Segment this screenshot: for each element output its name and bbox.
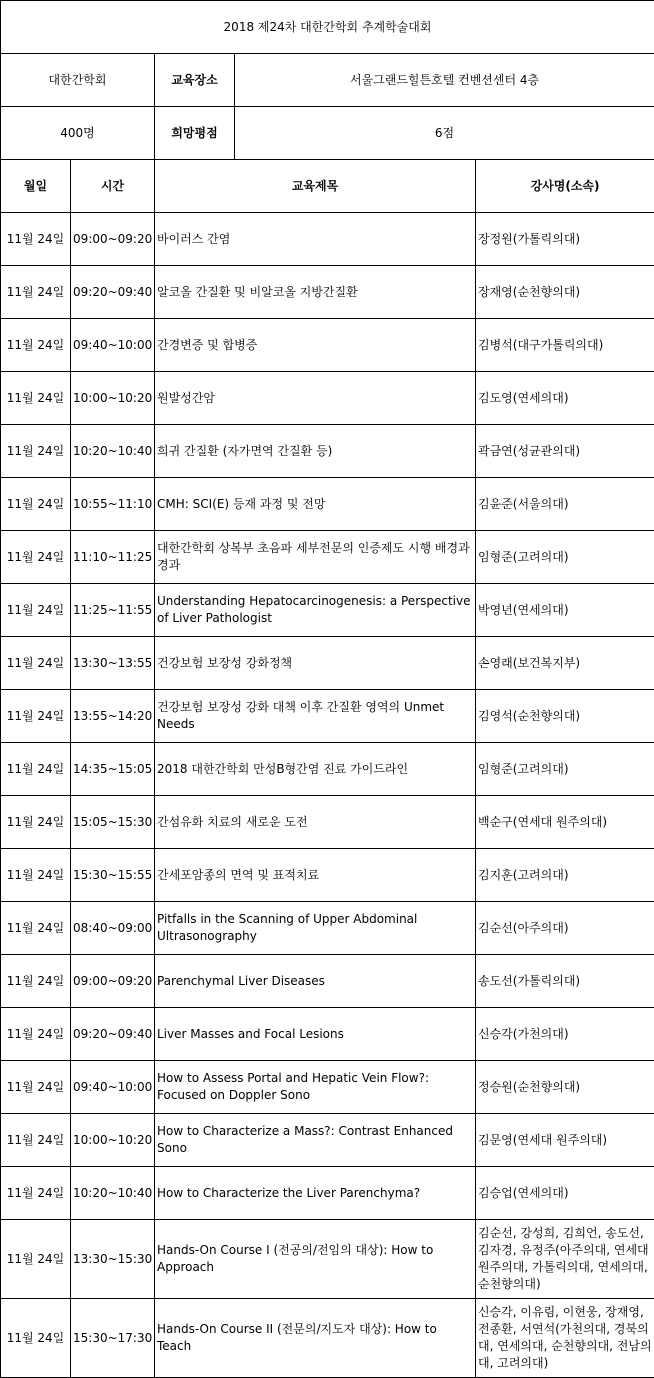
topic-cell: CMH: SCI(E) 등재 과정 및 전망	[155, 478, 476, 531]
table-row	[1, 1008, 654, 1061]
time-cell: 08:40~09:00	[71, 902, 155, 955]
time-cell: 10:00~10:20	[71, 1114, 155, 1167]
table-row	[1, 1114, 654, 1167]
header-date: 월일	[1, 160, 71, 213]
speaker-cell: 김지훈(고려의대)	[476, 849, 654, 902]
time-cell: 09:00~09:20	[71, 213, 155, 266]
table-row	[1, 425, 654, 478]
topic-cell: Parenchymal Liver Diseases	[155, 955, 476, 1008]
table-row	[1, 955, 654, 1008]
topic-cell: 간섬유화 치료의 새로운 도전	[155, 796, 476, 849]
topic-cell: 건강보험 보장성 강화 대책 이후 간질환 영역의 Unmet Needs	[155, 690, 476, 743]
time-cell: 15:30~17:30	[71, 1299, 155, 1378]
table-row	[1, 690, 654, 743]
table-row	[1, 372, 654, 425]
date-cell: 11월 24일	[1, 637, 71, 690]
organizer-cell: 대한간학회	[1, 54, 155, 107]
time-cell: 09:40~10:00	[71, 319, 155, 372]
title-row	[1, 1, 654, 54]
time-cell: 14:35~15:05	[71, 743, 155, 796]
speaker-cell: 백순구(연세대 원주의대)	[476, 796, 654, 849]
date-cell: 11월 24일	[1, 213, 71, 266]
time-cell: 10:20~10:40	[71, 1167, 155, 1220]
topic-cell: Hands-On Course II (전문의/지도자 대상): How to Teach	[155, 1299, 476, 1378]
table-row	[1, 319, 654, 372]
date-cell: 11월 24일	[1, 849, 71, 902]
time-cell: 15:30~15:55	[71, 849, 155, 902]
speaker-cell: 신승각(가천의대)	[476, 1008, 654, 1061]
document-title: 2018 제24차 대한간학회 추계학술대회	[1, 1, 654, 54]
date-cell: 11월 24일	[1, 266, 71, 319]
date-cell: 11월 24일	[1, 319, 71, 372]
topic-cell: 대한간학회 상복부 초음파 세부전문의 인증제도 시행 배경과 경과	[155, 531, 476, 584]
score-value: 6점	[235, 107, 654, 160]
time-cell: 13:30~13:55	[71, 637, 155, 690]
header-speaker: 강사명(소속)	[476, 160, 654, 213]
speaker-cell: 김도영(연세의대)	[476, 372, 654, 425]
score-label: 희망평점	[155, 107, 235, 160]
time-cell: 11:10~11:25	[71, 531, 155, 584]
speaker-cell: 임형준(고려의대)	[476, 743, 654, 796]
time-cell: 10:00~10:20	[71, 372, 155, 425]
date-cell: 11월 24일	[1, 1114, 71, 1167]
table-row	[1, 902, 654, 955]
date-cell: 11월 24일	[1, 1061, 71, 1114]
time-cell: 15:05~15:30	[71, 796, 155, 849]
time-cell: 09:00~09:20	[71, 955, 155, 1008]
topic-cell: Liver Masses and Focal Lesions	[155, 1008, 476, 1061]
topic-cell: 2018 대한간학회 만성B형간염 진료 가이드라인	[155, 743, 476, 796]
venue-row	[1, 54, 654, 107]
speaker-cell: 김승업(연세의대)	[476, 1167, 654, 1220]
time-cell: 09:20~09:40	[71, 1008, 155, 1061]
speaker-cell: 장재영(순천향의대)	[476, 266, 654, 319]
capacity-cell: 400명	[1, 107, 155, 160]
topic-cell: Pitfalls in the Scanning of Upper Abdominal Ultrasonography	[155, 902, 476, 955]
date-cell: 11월 24일	[1, 425, 71, 478]
speaker-cell: 김병석(대구가톨릭의대)	[476, 319, 654, 372]
date-cell: 11월 24일	[1, 1167, 71, 1220]
table-row	[1, 796, 654, 849]
date-cell: 11월 24일	[1, 584, 71, 637]
table-row	[1, 213, 654, 266]
speaker-cell: 장정원(가톨릭의대)	[476, 213, 654, 266]
topic-cell: 알코올 간질환 및 비알코올 지방간질환	[155, 266, 476, 319]
time-cell: 10:55~11:10	[71, 478, 155, 531]
topic-cell: 건강보험 보장성 강화정책	[155, 637, 476, 690]
date-cell: 11월 24일	[1, 690, 71, 743]
speaker-cell: 정승원(순천향의대)	[476, 1061, 654, 1114]
header-topic: 교육제목	[155, 160, 476, 213]
date-cell: 11월 24일	[1, 1220, 71, 1299]
topic-cell: Understanding Hepatocarcinogenesis: a Perspective of Liver Pathologist	[155, 584, 476, 637]
table-row	[1, 743, 654, 796]
time-cell: 13:55~14:20	[71, 690, 155, 743]
table-row	[1, 1061, 654, 1114]
speaker-cell: 신승각, 이유림, 이현웅, 장재영, 전종환, 서연석(가천의대, 경북의대, 연세의대, 순천향의대, 전남의대, 고려의대)	[476, 1299, 654, 1378]
table-row	[1, 584, 654, 637]
capacity-row	[1, 107, 654, 160]
topic-cell: How to Characterize a Mass?: Contrast Enhanced Sono	[155, 1114, 476, 1167]
time-cell: 10:20~10:40	[71, 425, 155, 478]
topic-cell: How to Characterize the Liver Parenchyma?	[155, 1167, 476, 1220]
date-cell: 11월 24일	[1, 1008, 71, 1061]
time-cell: 11:25~11:55	[71, 584, 155, 637]
date-cell: 11월 24일	[1, 531, 71, 584]
topic-cell: How to Assess Portal and Hepatic Vein Flow?: Focused on Doppler Sono	[155, 1061, 476, 1114]
speaker-cell: 송도선(가톨릭의대)	[476, 955, 654, 1008]
date-cell: 11월 24일	[1, 478, 71, 531]
speaker-cell: 곽금연(성균관의대)	[476, 425, 654, 478]
time-cell: 09:40~10:00	[71, 1061, 155, 1114]
venue-label: 교육장소	[155, 54, 235, 107]
table-row	[1, 531, 654, 584]
date-cell: 11월 24일	[1, 743, 71, 796]
topic-cell: 원발성간암	[155, 372, 476, 425]
date-cell: 11월 24일	[1, 1299, 71, 1378]
speaker-cell: 김순선(아주의대)	[476, 902, 654, 955]
time-cell: 09:20~09:40	[71, 266, 155, 319]
table-row	[1, 1167, 654, 1220]
table-row	[1, 266, 654, 319]
time-cell: 13:30~15:30	[71, 1220, 155, 1299]
topic-cell: 바이러스 간염	[155, 213, 476, 266]
topic-cell: 간세포암종의 면역 및 표적치료	[155, 849, 476, 902]
speaker-cell: 김순선, 강성희, 김희언, 송도선, 김자경, 유정주(아주의대, 연세대 원주의대, 가톨릭의대, 연세의대,순천향의대)	[476, 1220, 654, 1299]
table-row	[1, 1220, 654, 1299]
speaker-cell: 김문영(연세대 원주의대)	[476, 1114, 654, 1167]
date-cell: 11월 24일	[1, 372, 71, 425]
date-cell: 11월 24일	[1, 902, 71, 955]
speaker-cell: 김윤준(서울의대)	[476, 478, 654, 531]
date-cell: 11월 24일	[1, 955, 71, 1008]
table-row	[1, 1299, 654, 1378]
venue-value: 서울그랜드힐튼호텔 컨벤션센터 4층	[235, 54, 654, 107]
table-row	[1, 849, 654, 902]
topic-cell: 간경변증 및 합병증	[155, 319, 476, 372]
speaker-cell: 김영석(순천향의대)	[476, 690, 654, 743]
table-row	[1, 637, 654, 690]
speaker-cell: 임형준(고려의대)	[476, 531, 654, 584]
table-row	[1, 478, 654, 531]
speaker-cell: 박영년(연세의대)	[476, 584, 654, 637]
speaker-cell: 손영래(보건복지부)	[476, 637, 654, 690]
header-time: 시간	[71, 160, 155, 213]
header-row	[1, 160, 654, 213]
topic-cell: Hands-On Course I (전공의/전임의 대상): How to Approach	[155, 1220, 476, 1299]
date-cell: 11월 24일	[1, 796, 71, 849]
topic-cell: 희귀 간질환 (자가면역 간질환 등)	[155, 425, 476, 478]
